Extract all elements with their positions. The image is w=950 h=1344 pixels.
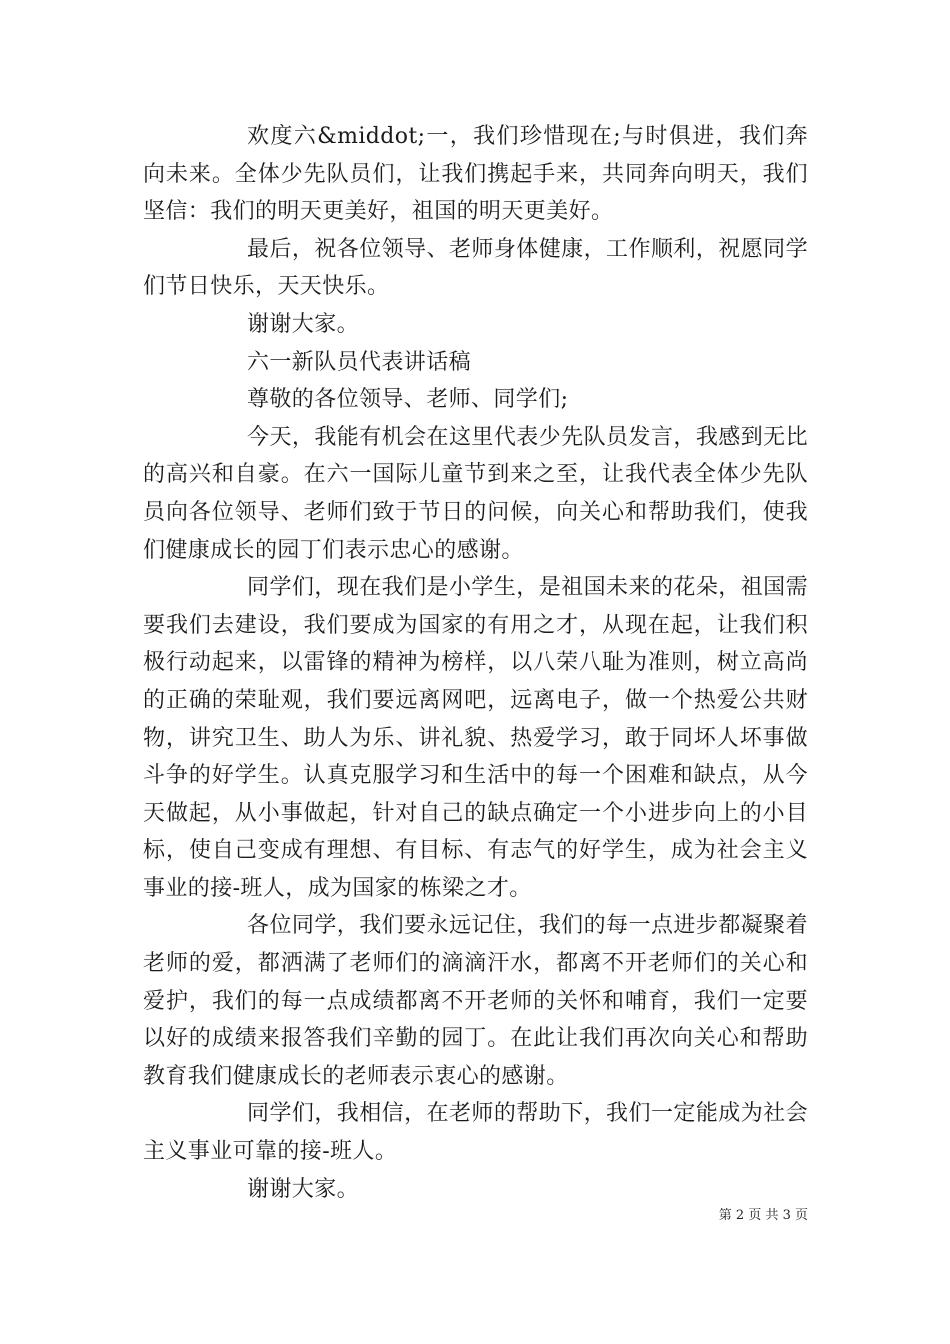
page-number-footer: 第 2 页 共 3 页	[718, 1208, 808, 1223]
paragraph-final-wishes: 最后，祝各位领导、老师身体健康，工作顺利，祝愿同学们节日快乐，天天快乐。	[143, 236, 808, 300]
paragraph-belief: 同学们，我相信，在老师的帮助下，我们一定能成为社会主义事业可靠的接-班人。	[143, 1101, 808, 1165]
paragraph-remember-teachers: 各位同学，我们要永远记住，我们的每一点进步都凝聚着老师的爱，都洒满了老师们的滴滴汗水，都离不开老师们的关心和爱护，我们的每一点成绩都离不开老师的关怀和哺育，我们一定要以好的成绩来报答我们辛勤的园丁。在此让我们再次向关心和帮助教育我们健康成长的老师表示衷心的感谢。	[143, 913, 808, 1089]
paragraph-thanks-2: 谢谢大家。	[247, 1176, 360, 1202]
salutation: 尊敬的各位领导、老师、同学们;	[247, 387, 569, 413]
document-body	[143, 118, 808, 1208]
paragraph-students-duty: 同学们，现在我们是小学生，是祖国未来的花朵，祖国需要我们去建设，我们要成为国家的有用之才，从现在起，让我们积极行动起来，以雷锋的精神为榜样，以八荣八耻为准则，树立高尚的正确的荣耻观，我们要远离网吧，远离电子，做一个热爱公共财物，讲究卫生、助人为乐、讲礼貌、热爱学习，敢于同坏人坏事做斗争的好学生。认真克服学习和生活中的每一个困难和缺点，从今天做起，从小事做起，针对自己的缺点确定一个小进步向上的小目标，使自己变成有理想、有目标、有志气的好学生，成为社会主义事业的接-班人，成为国家的栋梁之才。	[143, 575, 808, 901]
section-title: 六一新队员代表讲话稿	[247, 349, 472, 375]
paragraph-thanks-1: 谢谢大家。	[247, 311, 360, 337]
paragraph-closing-wishes-intro: 欢度六&middot;一，我们珍惜现在;与时俱进，我们奔向未来。全体少先队员们，让我们携起手来，共同奔向明天，我们坚信：我们的明天更美好，祖国的明天更美好。	[143, 124, 808, 225]
paragraph-opening: 今天，我能有机会在这里代表少先队员发言，我感到无比的高兴和自豪。在六一国际儿童节到来之至，让我代表全体少先队员向各位领导、老师们致于节日的问候，向关心和帮助我们，使我们健康成长的园丁们表示忠心的感谢。	[143, 424, 808, 563]
